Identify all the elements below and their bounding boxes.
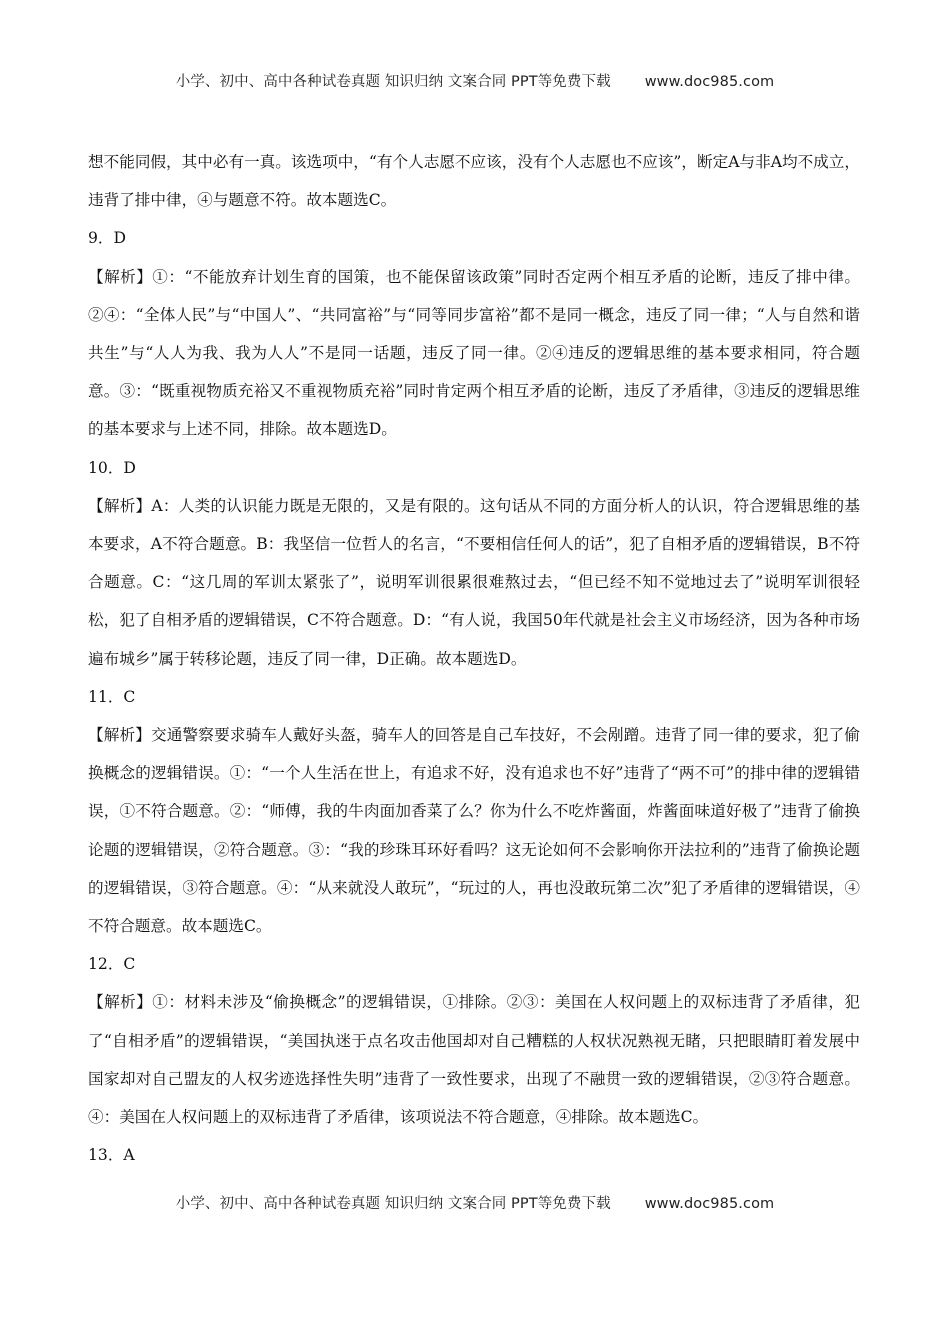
header-text: 小学、初中、高中各种试卷真题 知识归纳 文案合同 PPT等免费下载 xyxy=(175,74,611,90)
question-11-answer: 11．C xyxy=(88,687,136,706)
page-header xyxy=(0,70,950,91)
question-10-answer: 10．D xyxy=(88,458,136,477)
footer-text: 小学、初中、高中各种试卷真题 知识归纳 文案合同 PPT等免费下载 xyxy=(175,1196,611,1212)
question-10-analysis: 【解析】A：人类的认识能力既是无限的，又是有限的。这句话从不同的方面分析人的认识，符合逻辑思维的基本要求，A不符合题意。B：我坚信一位哲人的名言，“不要相信任何人的话”，犯了自相矛盾的逻辑错误，B不符合题意。C：“这几周的军训太紧张了”，说明军训很累很难熬过去，“但已经不知不觉地过去了”说明军训很轻松，犯了自相矛盾的逻辑错误，C不符合题意。D：“有人说，我国50年代就是社会主义市场经济，因为各种市场遍布城乡”属于转移论题，违反了同一律，D正确。故本题选D。 xyxy=(88,496,860,668)
question-11-analysis: 【解析】交通警察要求骑车人戴好头盔，骑车人的回答是自己车技好，不会剐蹭。违背了同一律的要求，犯了偷换概念的逻辑错误。①：“一个人生活在世上，有追求不好，没有追求也不好”违背了“两不可”的排中律的逻辑错误，①不符合题意。②：“师傅，我的牛肉面加香菜了么？你为什么不吃炸酱面，炸酱面味道好极了”违背了偷换论题的逻辑错误，②符合题意。③：“我的珍珠耳环好看吗？这无论如何不会影响你开法拉利的”违背了偷换论题的逻辑错误，③符合题意。④：“从来就没人敢玩”，“玩过的人，再也没敢玩第二次”犯了矛盾律的逻辑错误，④不符合题意。故本题选C。 xyxy=(88,726,860,936)
footer-site-link[interactable]: www.doc985.com xyxy=(644,1196,775,1212)
header-site-link[interactable]: www.doc985.com xyxy=(644,74,775,90)
page-footer xyxy=(0,1192,950,1213)
question-13-answer: 13．A xyxy=(88,1146,135,1165)
question-12-answer: 12．C xyxy=(88,955,136,974)
question-12-analysis: 【解析】①：材料未涉及“偷换概念”的逻辑错误，①排除。②③：美国在人权问题上的双标违背了矛盾律，犯了“自相矛盾”的逻辑错误，“美国执迷于点名攻击他国却对自己糟糕的人权状况熟视无睹，只把眼睛盯着发展中国家却对自己盟友的人权劣迹选择性失明”违背了一致性要求，出现了不融贯一致的逻辑错误，②③符合题意。④：美国在人权问题上的双标违背了矛盾律，该项说法不符合题意，④排除。故本题选C。 xyxy=(88,993,860,1127)
answer-content xyxy=(88,143,860,1174)
question-9-analysis: 【解析】①：“不能放弃计划生育的国策，也不能保留该政策”同时否定两个相互矛盾的论断，违反了排中律。②④：“全体人民”与“中国人”、“共同富裕”与“同等同步富裕”都不是同一概念，违反了同一律；“人与自然和谐共生”与“人人为我、我为人人”不是同一话题，违反了同一律。②④违反的逻辑思维的基本要求相同，符合题意。③：“既重视物质充裕又不重视物质充裕”同时肯定两个相互矛盾的论断，违反了矛盾律，③违反的逻辑思维的基本要求与上述不同，排除。故本题选D。 xyxy=(88,267,860,439)
carryover-paragraph: 想不能同假，其中必有一真。该选项中，“有个人志愿不应该，没有个人志愿也不应该”，断定A与非A均不成立，违背了排中律，④与题意不符。故本题选C。 xyxy=(88,153,860,210)
question-9-answer: 9．D xyxy=(88,229,127,248)
